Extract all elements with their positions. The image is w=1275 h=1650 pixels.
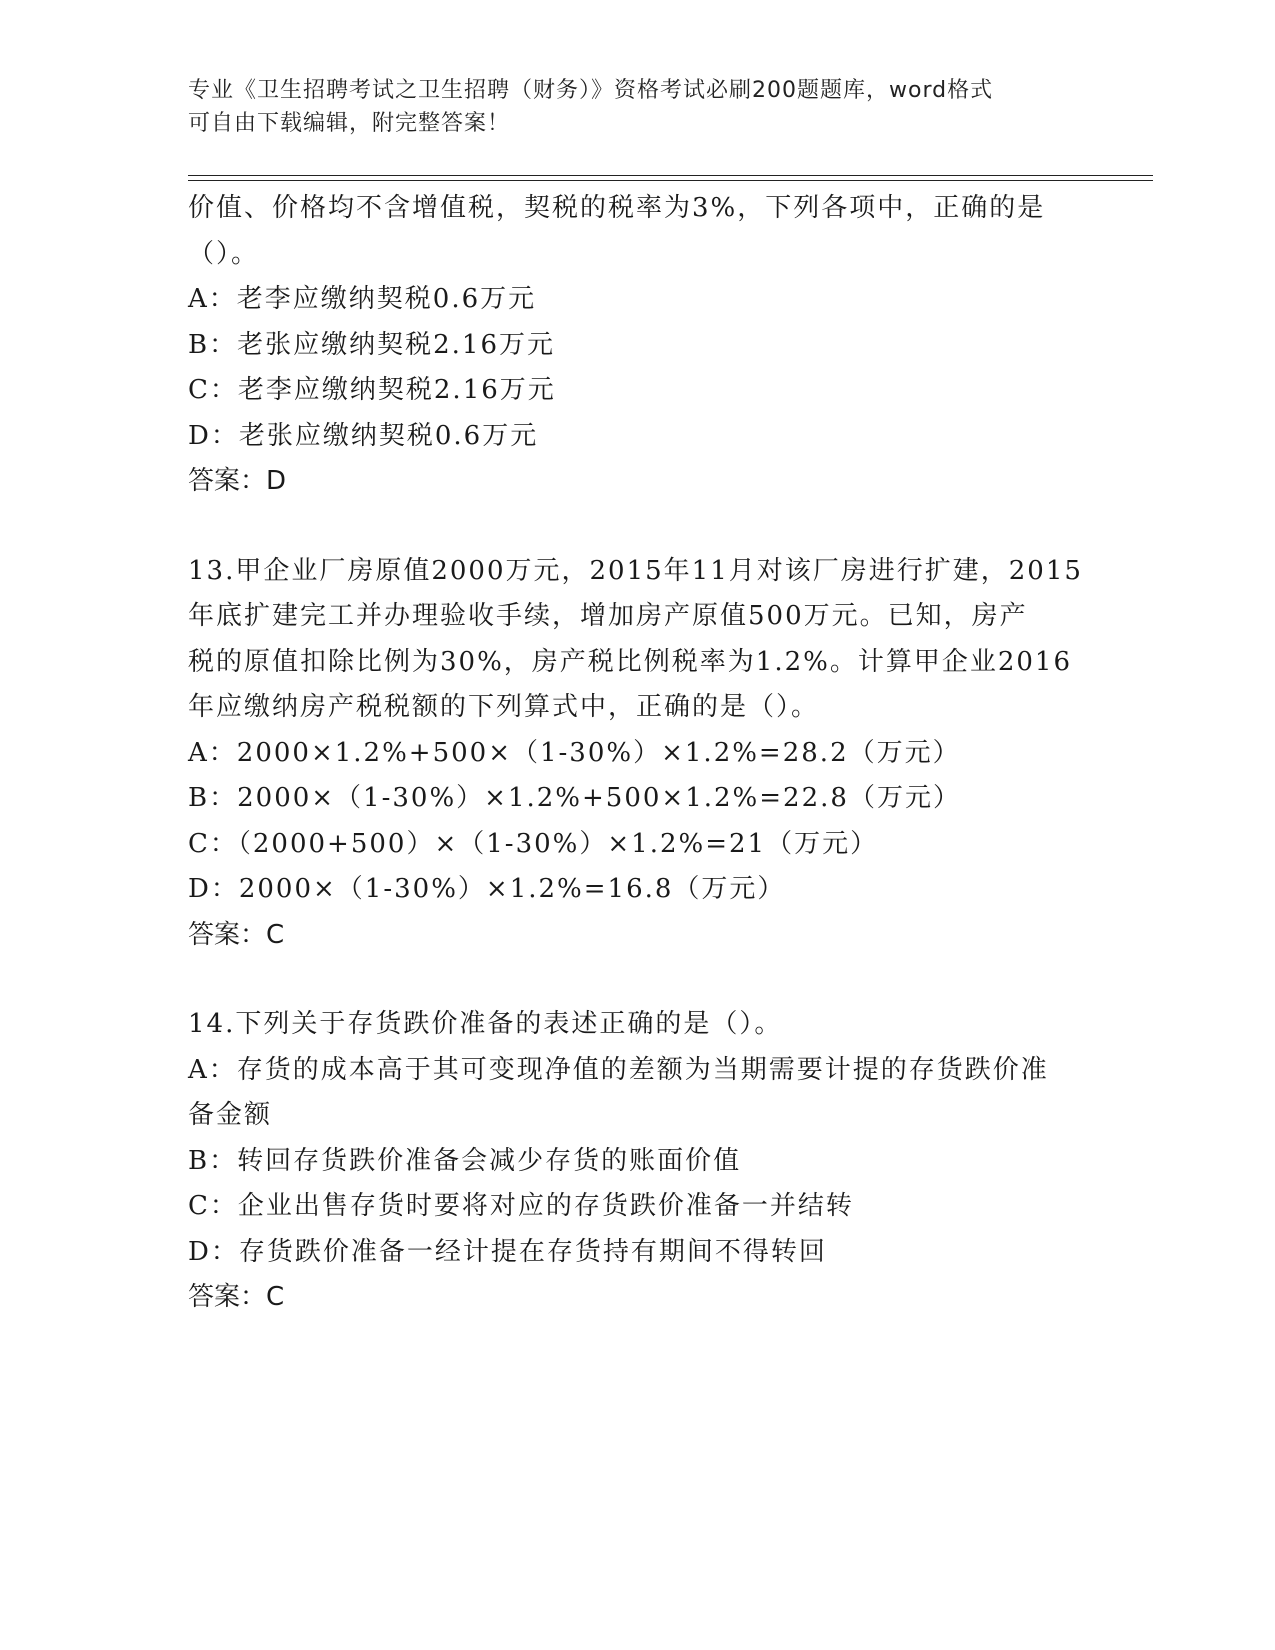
header-divider-top (188, 175, 1153, 176)
question-14 (188, 1002, 1088, 1321)
header-divider-bottom (188, 180, 1153, 181)
page-header (188, 74, 1078, 140)
header-line-1: 专业《卫生招聘考试之卫生招聘（财务）》资格考试必刷200题题库，word格式 (188, 78, 994, 103)
option-d: D：老张应缴纳契税0.6万元 (188, 420, 539, 451)
question-list (188, 186, 1088, 1321)
option-d: D：存货跌价准备一经计提在存货持有期间不得转回 (188, 1236, 827, 1267)
option-c: C：（2000+500）×（1-30%）×1.2%=21（万元） (188, 828, 879, 859)
option-c: C：老李应缴纳契税2.16万元 (188, 375, 556, 405)
spacer (188, 958, 1088, 1002)
header-line-2: 可自由下载编辑，附完整答案！ (188, 111, 511, 136)
question-stem-line: （）。 (188, 238, 260, 269)
option-a: A：老李应缴纳契税0.6万元 (188, 284, 537, 314)
answer-line: 答案：C (188, 919, 285, 950)
question-13 (188, 549, 1088, 959)
question-stem-line: 14.下列关于存货跌价准备的表述正确的是（）。 (188, 1009, 783, 1039)
option-b: B：转回存货跌价准备会减少存货的账面价值 (188, 1145, 742, 1176)
option-a-continued: 备金额 (188, 1100, 273, 1130)
spacer (188, 505, 1088, 549)
answer-line: 答案：C (188, 1282, 285, 1312)
question-stem-line: 年底扩建完工并办理验收手续，增加房产原值500万元。已知，房产 (188, 601, 1028, 631)
question-stem-line: 年应缴纳房产税税额的下列算式中，正确的是（）。 (188, 692, 820, 722)
answer-line: 答案：D (188, 466, 287, 496)
question-stem-line: 税的原值扣除比例为30%，房产税比例税率为1.2%。计算甲企业2016 (188, 646, 1073, 677)
question-12 (188, 186, 1088, 505)
question-stem-line: 13.甲企业厂房原值2000万元，2015年11月对该厂房进行扩建，2015 (188, 555, 1083, 586)
option-b: B：2000×（1-30%）×1.2%+500×1.2%=22.8（万元） (188, 783, 961, 813)
option-a: A：存货的成本高于其可变现净值的差额为当期需要计提的存货跌价准 (188, 1054, 1049, 1085)
option-c: C：企业出售存货时要将对应的存货跌价准备一并结转 (188, 1191, 854, 1221)
option-a: A：2000×1.2%+500×（1-30%）×1.2%=28.2（万元） (188, 737, 961, 768)
question-stem-line: 价值、价格均不含增值税，契税的税率为3%，下列各项中，正确的是 (188, 193, 1046, 223)
option-d: D：2000×（1-30%）×1.2%=16.8（万元） (188, 874, 786, 904)
option-b: B：老张应缴纳契税2.16万元 (188, 329, 555, 360)
